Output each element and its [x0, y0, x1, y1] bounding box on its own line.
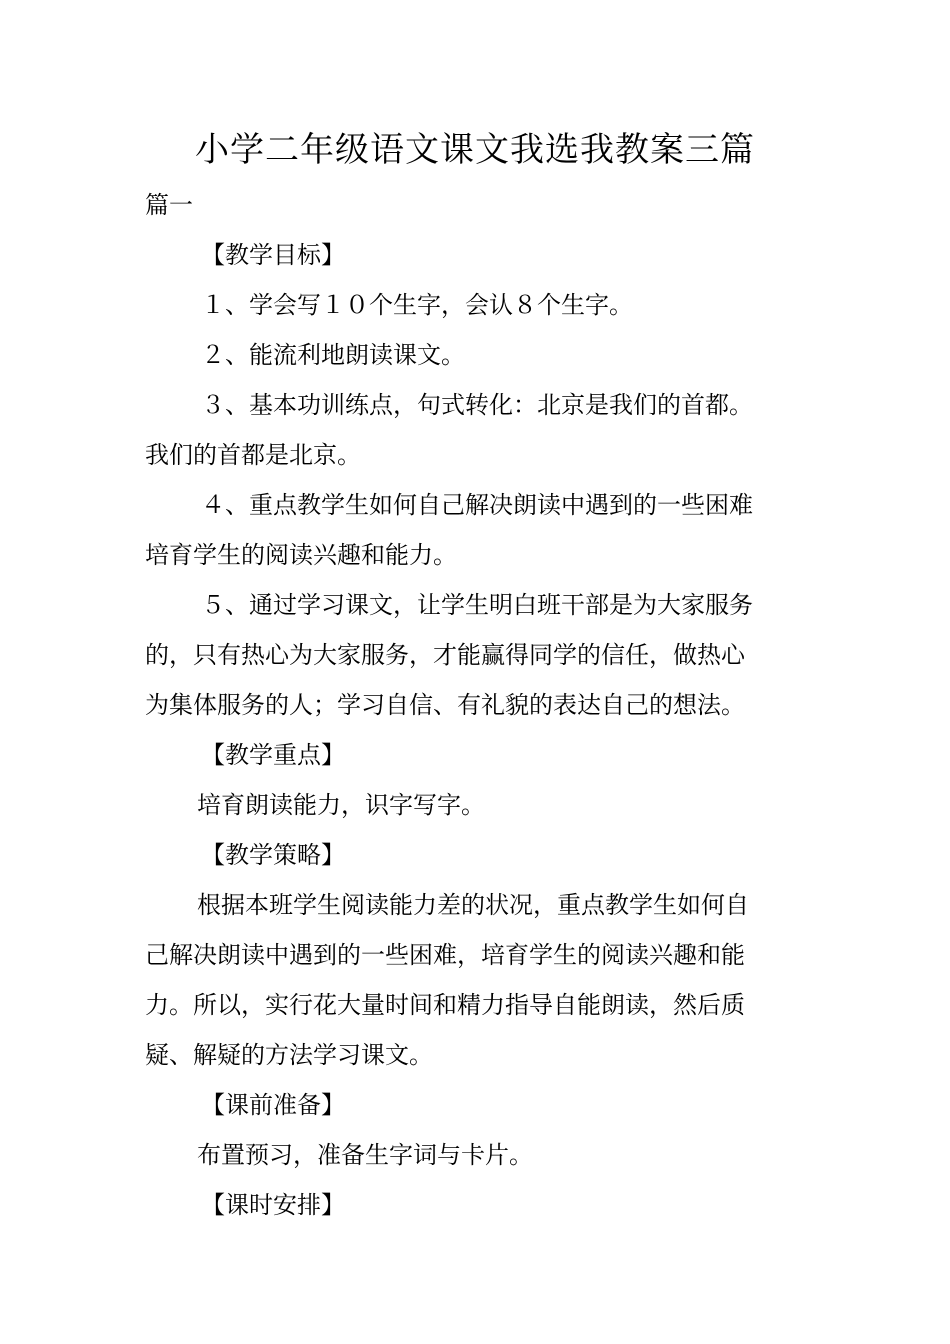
text-line: 疑、解疑的方法学习课文。 — [145, 1041, 433, 1069]
text-line: 培育学生的阅读兴趣和能力。 — [145, 541, 457, 569]
text-line: 我们的首都是北京。 — [145, 441, 361, 469]
text-line: 己解决朗读中遇到的一些困难，培育学生的阅读兴趣和能 — [145, 941, 745, 969]
paragraph-lines — [145, 230, 810, 1230]
text-line: 为集体服务的人；学习自信、有礼貌的表达自己的想法。 — [145, 691, 745, 719]
document-body — [145, 180, 810, 1230]
text-line: ２、能流利地朗读课文。 — [201, 341, 465, 369]
text-line: 【课前准备】 — [201, 1091, 345, 1119]
text-line: 布置预习，准备生字词与卡片。 — [197, 1141, 533, 1169]
text-line: ５、通过学习课文，让学生明白班干部是为大家服务 — [201, 591, 753, 619]
document-title: 小学二年级语文课文我选我教案三篇 — [195, 130, 755, 170]
text-line: 的，只有热心为大家服务，才能赢得同学的信任，做热心 — [145, 641, 745, 669]
text-line: 【教学策略】 — [201, 841, 345, 869]
text-line: １、学会写１０个生字，会认８个生字。 — [201, 291, 633, 319]
text-line: 根据本班学生阅读能力差的状况，重点教学生如何自 — [197, 891, 749, 919]
section-label: 篇一 — [145, 191, 193, 219]
text-line: 【课时安排】 — [201, 1191, 345, 1219]
text-line: ３、基本功训练点，句式转化：北京是我们的首都。 — [201, 391, 753, 419]
text-line: ４、重点教学生如何自己解决朗读中遇到的一些困难 — [201, 491, 753, 519]
text-line: 【教学重点】 — [201, 741, 345, 769]
text-line: 培育朗读能力，识字写字。 — [197, 791, 485, 819]
text-line: 力。所以，实行花大量时间和精力指导自能朗读，然后质 — [145, 991, 745, 1019]
text-line: 【教学目标】 — [201, 241, 345, 269]
